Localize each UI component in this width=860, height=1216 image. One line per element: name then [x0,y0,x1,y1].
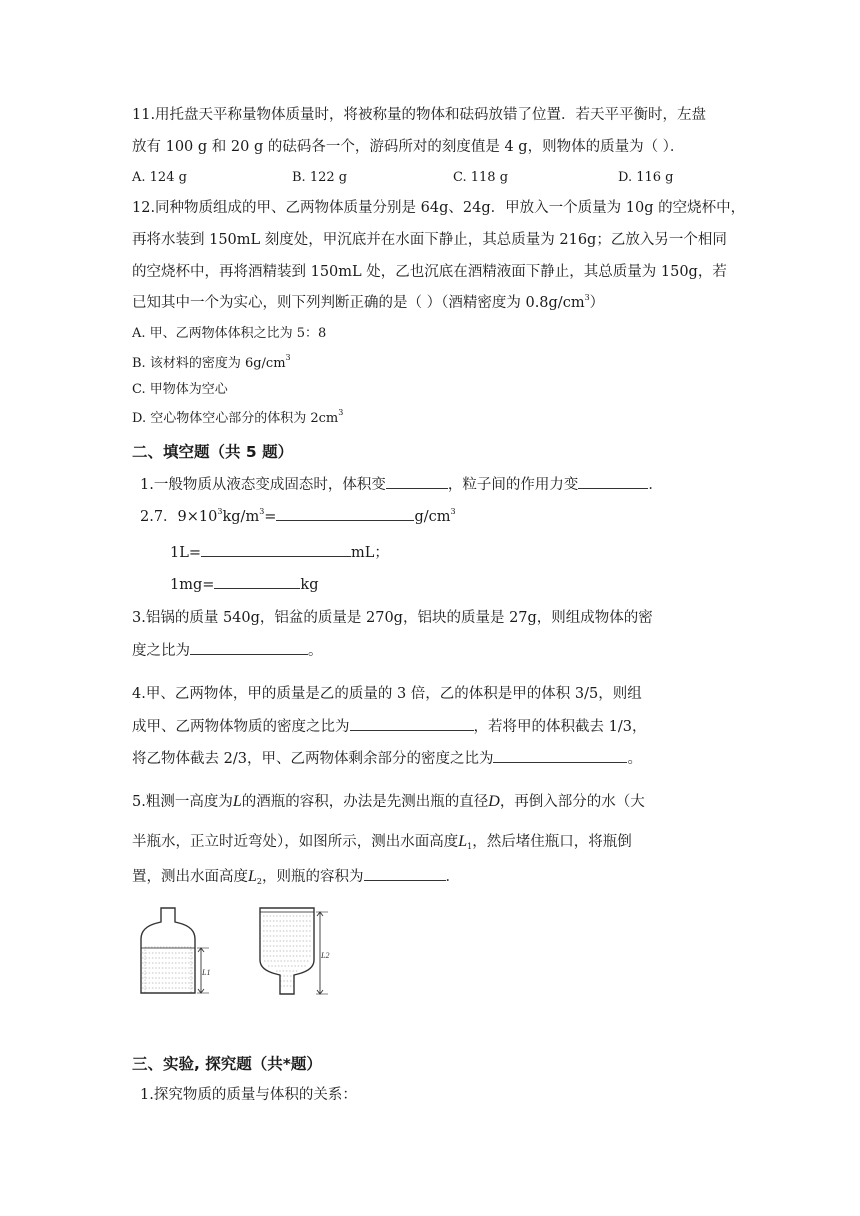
answer-blank[interactable] [350,716,474,731]
fill-q4-line3: 将乙物体截去 2/3，甲、乙两物体剩余部分的密度之比为 。 [132,748,642,769]
q11-line2: 放有 100 g 和 20 g 的砝码各一个，游码所对的刻度值是 4 g，则物体的质量为（ ）． [132,139,685,155]
fill-q2-line3: 1mg= kg [170,574,318,595]
fill-q3-line1: 3.铝锅的质量 540g，铝盆的质量是 270g，铝块的质量是 27g，则组成物体的密 [132,610,653,626]
q11-option-c: C. 118 g [453,170,509,185]
upright-bottle-figure [135,905,215,997]
fill-q5-line2: 半瓶水，正立时近弯处），如图所示，测出水面高度$L_1$，然后堵住瓶口，将瓶倒 [132,833,632,851]
q11-option-a: A. 124 g [132,170,187,185]
fill-q3-line2: 度之比为 。 [132,640,323,661]
water-lines [142,953,195,988]
l2-label: L2 [321,951,330,960]
fill-q4-line1: 4.甲、乙两物体，甲的质量是乙的质量的 3 倍，乙的体积是甲的体积 3/5，则组 [132,686,642,702]
q12-option-a: A. 甲、乙两物体体积之比为 5：8 [132,326,327,341]
answer-blank[interactable] [364,866,446,881]
q12-line4: 已知其中一个为实心，则下列判断正确的是（ ）（酒精密度为 $0.8g/cm^3$） [132,293,605,311]
answer-blank[interactable] [386,474,448,489]
q12-option-b: B. 该材料的密度为 $6g/cm^3$ [132,353,291,371]
fill-q1: 1.一般物质从液态变成固态时，体积变 ，粒子间的作用力变 ． [140,474,663,495]
fill-q2-line1: 2.7．$9\times 10^3kg/m^3= g/cm^3$ [140,507,456,525]
q12-option-c: C. 甲物体为空心 [132,382,228,397]
section-heading-experiment: 三、实验, 探究题（共*题） [132,1055,322,1073]
fill-q5-line3: 置，测出水面高度$L_2$，则瓶的容积为 ． [132,868,460,886]
q12-line1: 12.同种物质组成的甲、乙两物体质量分别是 64g、24g．甲放入一个质量为 10g 的空烧杯中， [132,200,746,216]
q12-line3: 的空烧杯中，再将酒精装到 150mL 处，乙也沉底在酒精液面下静止，其总质量为 150g，若 [132,264,727,280]
answer-blank[interactable] [190,640,308,655]
fill-q5-line1: 5.粗测一高度为L的酒瓶的容积，办法是先测出瓶的直径D，再倒入部分的水（大 [132,793,645,810]
answer-blank[interactable] [493,748,627,763]
q12-line2: 再将水装到 150mL 刻度处，甲沉底并在水面下静止，其总质量为 216g；乙放入另一个相同 [132,232,727,248]
inverted-bottle-figure [256,902,336,998]
fill-q2-line2: 1L= mL； [170,542,389,563]
water-fill [145,947,191,993]
l1-label: L1 [202,968,211,977]
section-heading-fill-in: 二、填空题（共 5 题） [132,443,294,461]
answer-blank[interactable] [201,542,351,557]
answer-blank[interactable] [578,474,648,489]
answer-blank[interactable] [214,574,300,589]
q12-option-d: D. 空心物体空心部分的体积为 $2cm^3$ [132,408,344,426]
q11-line1: 11.用托盘天平称量物体质量时，将被称量的物体和砝码放错了位置．若天平平衡时，左盘 [132,107,707,123]
bottle-outline [141,908,195,993]
fill-q4-line2: 成甲、乙两物体物质的密度之比为 ，若将甲的体积截去 1/3， [132,716,646,737]
answer-blank[interactable] [276,506,414,521]
experiment-q1: 1.探究物质的质量与体积的关系： [140,1087,357,1103]
q11-option-d: D. 116 g [618,170,674,185]
q11-option-b: B. 122 g [292,170,348,185]
water-lines [263,916,311,986]
